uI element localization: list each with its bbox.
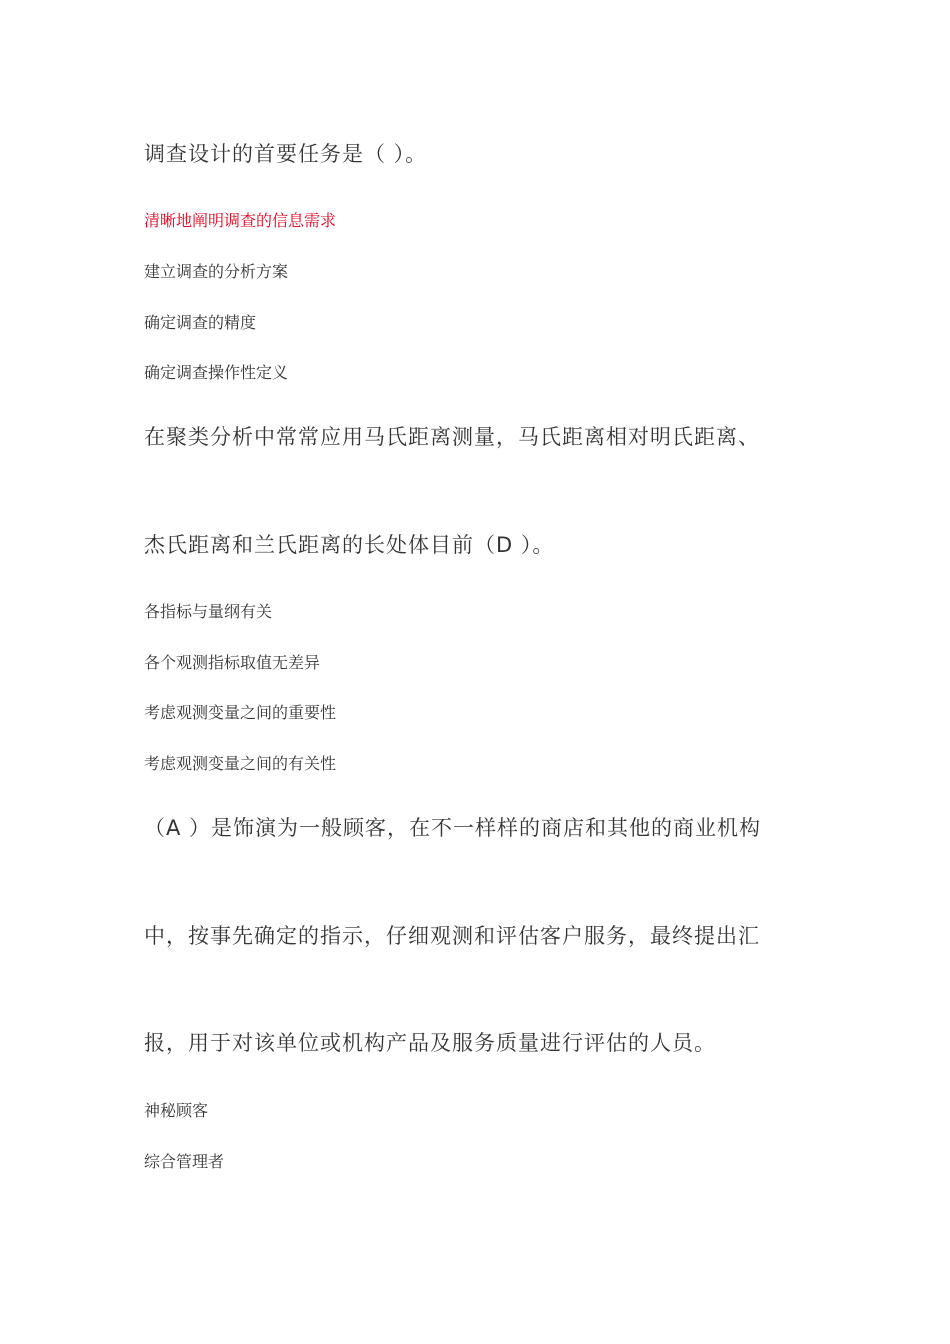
question-2-line-1: 在聚类分析中常常应用马氏距离测量，马氏距离相对明氏距离、 <box>144 425 760 449</box>
question-3-line-1: （A ）是饰演为一般顾客，在不一样样的商店和其他的商业机构 <box>144 816 762 840</box>
question-2-option-2: 各个观测指标取值无差异 <box>144 653 321 672</box>
question-1-option-3: 确定调查的精度 <box>144 313 257 332</box>
question-2-option-3: 考虑观测变量之间的重要性 <box>144 703 337 722</box>
question-3-option-1: 神秘顾客 <box>144 1101 209 1120</box>
question-2-option-1: 各指标与量纲有关 <box>144 602 273 621</box>
question-1-line-1: 调查设计的首要任务是（ ）。 <box>144 142 428 166</box>
question-3-option-2: 综合管理者 <box>144 1152 225 1171</box>
question-2-option-4: 考虑观测变量之间的有关性 <box>144 754 337 773</box>
question-3-line-2: 中，按事先确定的指示，仔细观测和评估客户服务，最终提出汇 <box>144 924 760 948</box>
question-3-line-3: 报，用于对该单位或机构产品及服务质量进行评估的人员。 <box>144 1031 716 1055</box>
question-1-option-4: 确定调查操作性定义 <box>144 363 289 382</box>
question-2-line-2: 杰氏距离和兰氏距离的长处体目前（D ）。 <box>144 533 555 557</box>
question-1-option-1: 清晰地阐明调查的信息需求 <box>144 211 337 230</box>
question-1-option-2: 建立调查的分析方案 <box>144 262 289 281</box>
